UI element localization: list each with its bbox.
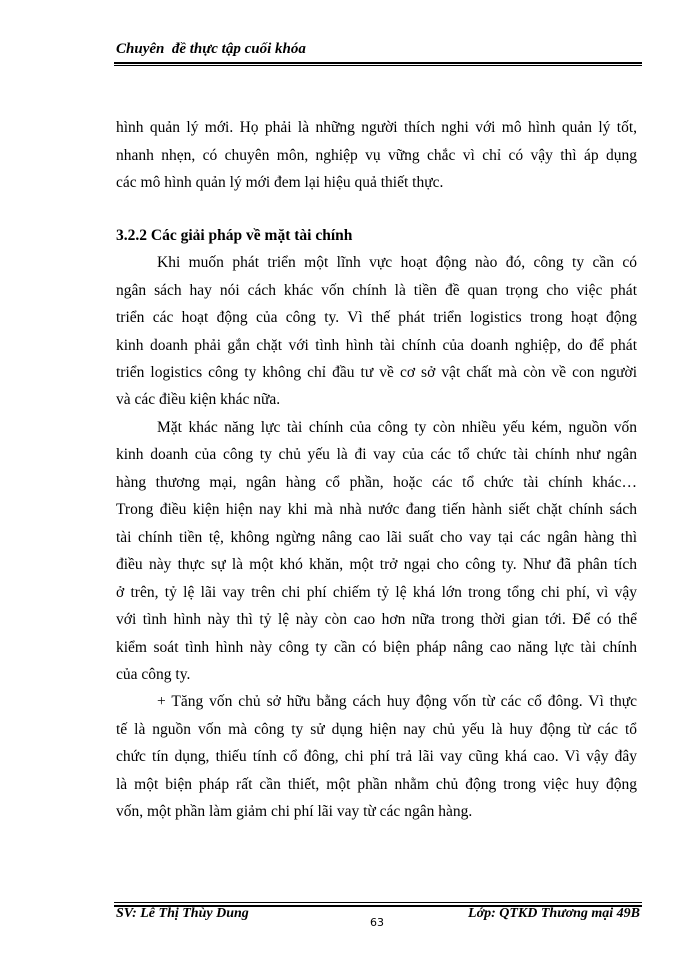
page-number: 63 [370, 916, 384, 929]
paragraph-line: hàng thương mại, ngân hàng cổ phần, hoặc các tổ chức tài chính khác… [116, 474, 637, 491]
paragraph-line: ở trên, tỷ lệ lãi vay trên chi phí chiếm tỷ lệ khá lớn trong tổng chi phí, vì vậy [116, 584, 637, 601]
paragraph-line: với tình hình này thì tỷ lệ này còn cao hơn nữa trong thời gian tới. Để có thể [116, 611, 637, 628]
paragraph-line: ngân sách hay nói cách khác vốn chính là tiền đề quan trọng cho việc phát [116, 282, 637, 299]
paragraph-line: là một biện pháp rất cần thiết, một phần nhằm chủ động trong việc huy động [116, 776, 637, 793]
paragraph-line: tế là nguồn vốn mà công ty sử dụng hiện nay chủ yếu là huy động từ các tổ [116, 721, 637, 738]
paragraph-line: kinh doanh phải gắn chặt với tình hình tài chính của doanh nghiệp, do để phát [116, 337, 637, 354]
paragraph-line: Mặt khác năng lực tài chính của công ty còn nhiều yếu kém, nguồn vốn [157, 419, 637, 436]
page-header-title: Chuyên đề thực tập cuối khóa [116, 41, 306, 57]
paragraph-line: Trong điều kiện hiện nay khi mà nhà nước đang tiến hành siết chặt chính sách [116, 501, 637, 518]
paragraph-line: chức tín dụng, thiếu tính cổ đông, chi phí trả lãi vay cũng khá cao. Vì vậy đây [116, 748, 637, 765]
header-divider-thin [114, 65, 642, 66]
paragraph-line: kiểm soát tình hình này công ty cần có biện pháp nâng cao năng lực tài chính [116, 639, 637, 656]
section-heading: 3.2.2 Các giải pháp về mặt tài chính [116, 227, 353, 244]
paragraph-line: Khi muốn phát triển một lĩnh vực hoạt động nào đó, công ty cần có [157, 254, 637, 271]
paragraph-line: nhanh nhẹn, có chuyên môn, nghiệp vụ vững chắc vì chỉ có vậy thì áp dụng [116, 147, 637, 164]
paragraph-line: + Tăng vốn chủ sở hữu bằng cách huy động vốn từ các cổ đông. Vì thực [157, 693, 637, 710]
paragraph-line: vốn, một phần làm giảm chi phí lãi vay từ các ngân hàng. [116, 803, 473, 820]
paragraph-line: của công ty. [116, 666, 191, 683]
paragraph-line: triển logistics công ty không chỉ đầu tư về cơ sở vật chất mà còn về con người [116, 364, 637, 381]
paragraph-line: kinh doanh của công ty chủ yếu là đi vay của các tổ chức tài chính như ngân [116, 446, 637, 463]
paragraph-line: điều này thực sự là một khó khăn, một trở ngại cho công ty. Như đã phân tích [116, 556, 637, 573]
footer-student-name: SV: Lê Thị Thùy Dung [116, 906, 249, 921]
paragraph-line: các mô hình quản lý mới đem lại hiệu quả thiết thực. [116, 174, 444, 191]
paragraph-line: triển các hoạt động của công ty. Vì thế phát triển logistics trong hoạt động [116, 309, 637, 326]
paragraph-line: và các điều kiện khác nữa. [116, 391, 281, 408]
paragraph-line: hình quản lý mới. Họ phải là những người thích nghi với mô hình quản lý tốt, [116, 119, 637, 136]
footer-class-name: Lớp: QTKD Thương mại 49B [468, 906, 640, 921]
paragraph-line: tài chính tiền tệ, không ngừng nâng cao lãi suất cho vay tại các ngân hàng thì [116, 529, 637, 546]
footer-divider-thin [114, 902, 642, 903]
header-divider [114, 62, 642, 64]
